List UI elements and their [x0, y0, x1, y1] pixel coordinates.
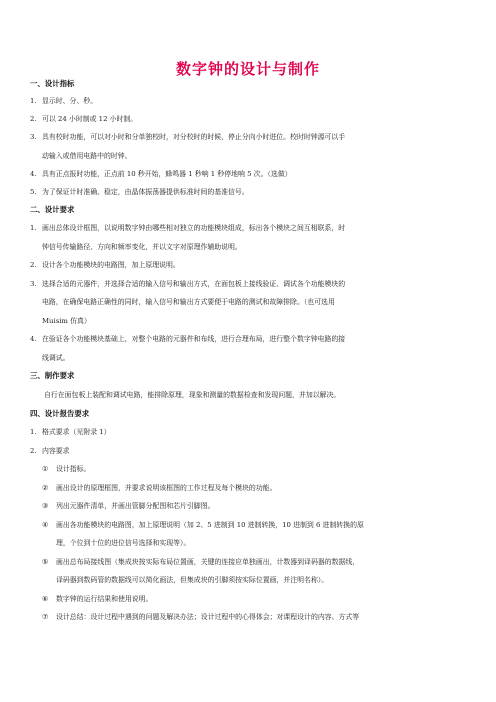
circled-item: ① 设计指标。: [42, 465, 91, 473]
section-heading: 三、制作要求: [30, 371, 75, 380]
list-item-continuation: 钟信号传输路径、方向和频率变化，并以文字对原理作辅助说明。: [42, 243, 242, 251]
list-item: 1. 显示时、分、秒。: [30, 97, 98, 105]
circled-item: ⑥ 数字钟的运行结果和使用说明。: [42, 595, 153, 603]
circled-item-continuation: 译码器到数码管的数据线可以简化画法，但集成块的引脚须按实际位置画，并注明名称）。: [56, 576, 329, 584]
section-heading: 四、设计报告要求: [30, 409, 90, 418]
list-item-continuation: Muisim 仿真）: [42, 317, 91, 325]
circled-item: ② 画出设计的原理框图，并要求说明该框图的工作过程及每个模块的功能。: [42, 484, 277, 492]
circled-item: ④ 画出各功能模块的电路图，加上原理说明（加 2、5 进制到 10 进制转换，10 进制到 6 进制转换的原: [42, 521, 364, 529]
circled-item: ⑤ 画出总布局接线图（集成块按实际布局位置画，关键的连接应单独画出，计数器到译码器的数据线，: [42, 558, 360, 566]
list-item: 4. 具有正点报时功能，正点前 10 秒开始，蜂鸣器 1 秒响 1 秒停地响 5 次。（选做）: [30, 170, 292, 178]
list-item: 2. 内容要求: [30, 447, 70, 455]
list-item: 5. 为了保证计时准确、稳定，由晶体振荡器提供标准时间的基准信号。: [30, 188, 249, 196]
list-item: 2. 设计各个功能模块的电路图，加上原理说明。: [30, 261, 180, 269]
list-item: 1. 画出总体设计框图，以说明数字钟由哪些相对独立的功能模块组成，标出各个模块之间互相联系，时: [30, 224, 346, 232]
list-item-continuation: 电路，在确保电路正确性的同时，输入信号和输出方式要便于电路的测试和故障排除。（也可选用: [42, 298, 335, 306]
list-item: 3. 选择合适的元器件，并选择合适的输入信号和输出方式，在面包板上接线验证、调试各个功能模块的: [30, 280, 346, 288]
section-heading: 二、设计要求: [30, 205, 75, 214]
section-body: 自行在面包板上装配和调试电路，能排除原理，现象和测量的数据检查和发现问题，并加以解决。: [44, 391, 341, 399]
list-item: 1. 格式要求（见附录 1）: [30, 428, 111, 436]
circled-item-continuation: 理，个位到十位的进位信号选择和实现等）。: [56, 539, 191, 547]
list-item-continuation: 线调试。: [42, 354, 70, 362]
list-item-continuation: 动输入或借用电路中的时钟。: [42, 152, 132, 160]
list-item: 4. 在验证各个功能模块基础上，对整个电路的元器件和布线，进行合理布局，进行整个数字钟电路的接: [30, 335, 346, 343]
list-item: 2. 可以 24 小时制或 12 小时制。: [30, 115, 138, 123]
circled-item: ⑦ 设计总结：设计过程中遇到的问题及解决办法；设计过程中的心得体会；对课程设计的内容、方式等: [42, 613, 360, 621]
document-title: 数字钟的设计与制作: [175, 60, 320, 78]
section-heading: 一、设计指标: [30, 79, 75, 88]
circled-item: ③ 列出元器件清单，并画出管脚分配图和芯片引脚图。: [42, 502, 215, 510]
list-item: 3. 具有校时功能，可以对小时和分单独校时，对分校时的时候，停止分向小时进位。校时时钟源可以手: [30, 133, 346, 141]
